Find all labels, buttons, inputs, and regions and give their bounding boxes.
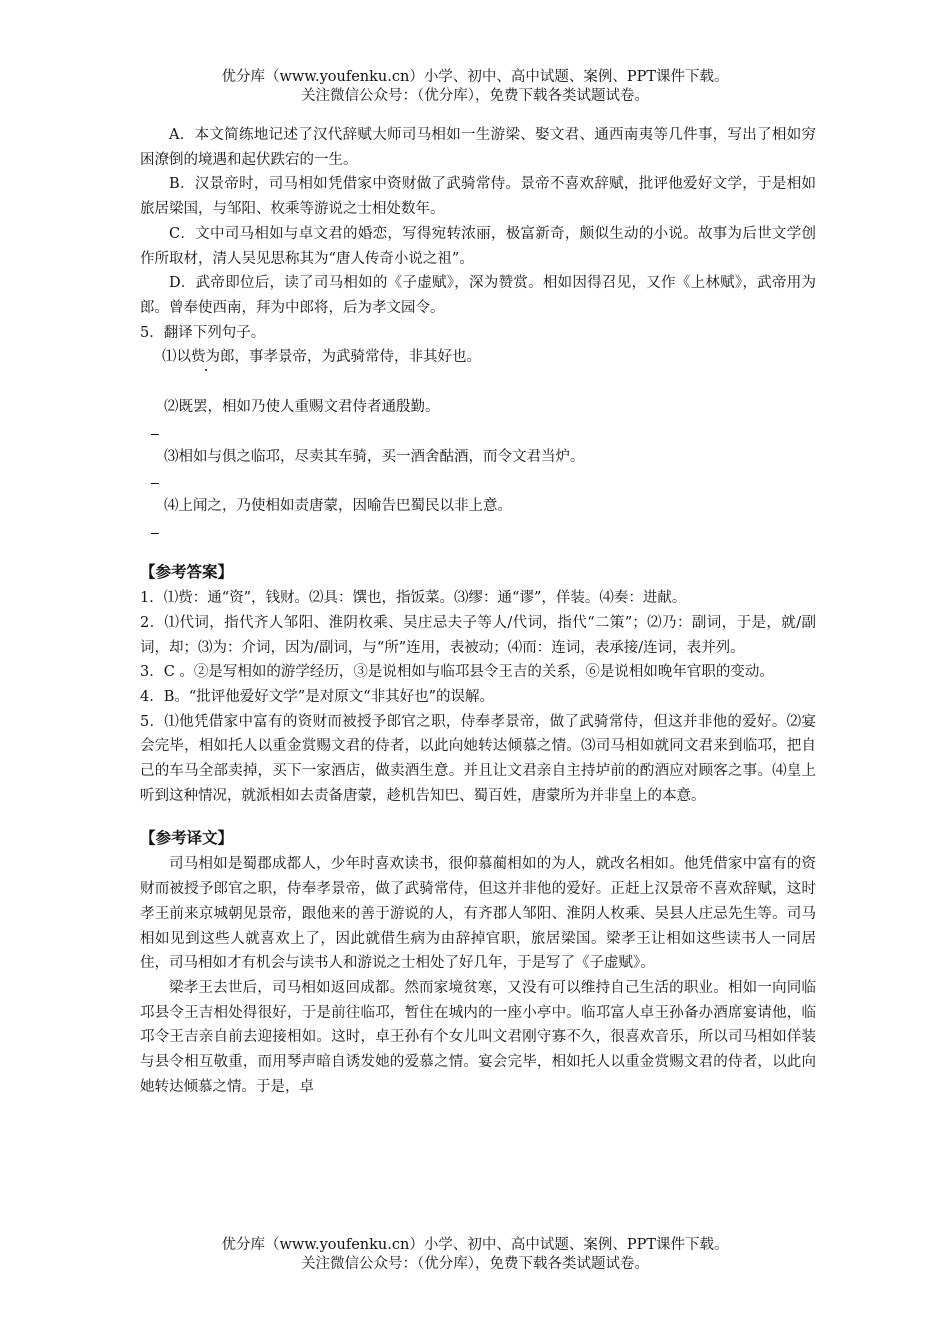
translation-paragraph-2: 梁孝王去世后，司马相如返回成都。然而家境贫寒，又没有可以维持自己生活的职业。相如一向同临邛县令王吉相处得很好，于是前往临邛，暂住在城内的一座小亭中。临邛富人卓王孙备办酒席宴请他，临邛令王吉亲自前去迎接相如。这时，卓王孙有个女儿叫文君刚守寡不久，很喜欢音乐，所以司马相如佯装与县令相互敬重，而用琴声暗自诱发她的爱慕之情。宴会完毕，相如托人以重金赏赐文君的侍者，以此向她转达倾慕之情。于是，卓 [140, 979, 816, 1095]
page-footer [0, 1236, 950, 1274]
option-d: D．武帝即位后，读了司马相如的《子虚赋》，深为赞赏。相如因得召见，又作《上林赋》，武帝用为郎。曾奉使西南，拜为中郎将，后为孝文园令。 [140, 275, 816, 316]
answer-line [140, 469, 816, 494]
page-header [0, 68, 950, 106]
answer-1: 1．⑴赀：通“资”，钱财。⑵具：馔也，指饭菜。⑶缪：通“谬”，佯装。⑷奏：进献。 [140, 590, 687, 607]
footer-line-2: 关注微信公众号：（优分库），免费下载各类试题试卷。 [301, 1256, 649, 1272]
q5-sentence-2: ⑵既罢，相如乃使人重赐文君侍者通殷勤。 [164, 399, 440, 416]
header-line-2: 关注微信公众号：（优分库），免费下载各类试题试卷。 [301, 88, 649, 104]
translation-heading: 【参考译文】 [140, 828, 234, 848]
answer-5: 5．⑴他凭借家中富有的资财而被授予郎官之职，侍奉孝景帝，做了武骑常侍，但这并非他的爱好。⑵宴会完毕，相如托人以重金赏赐文君的侍者，以此向她转达倾慕之情。⑶司马相如就同文君来到临邛，把自己的车马全部卖掉，买下一家酒店，做卖酒生意。并且让文君亲自主持垆前的酌酒应对顾客之事。⑷皇上听到这种情况，就派相如去责备唐蒙，趁机告知巴、蜀百姓，唐蒙所为并非皇上的本意。 [140, 713, 816, 804]
header-line-1: 优分库（www.youfenku.cn）小学、初中、高中试题、案例、PPT课件下载。 [221, 69, 729, 85]
q5-sentence-3: ⑶相如与俱之临邛，尽卖其车骑，买一酒舍酤酒，而令文君当炉。 [164, 448, 585, 465]
option-a: A．本文简练地记述了汉代辞赋大师司马相如一生游梁、娶文君、通西南夷等几件事，写出了相如穷困潦倒的境遇和起伏跌宕的一生。 [140, 127, 816, 168]
answer-blank [140, 370, 816, 395]
question-5-title: 5．翻译下列句子。 [140, 324, 266, 341]
q5-sentence-1: ⑴以赀为郎，事孝景帝，为武骑常侍，非其好也。 [162, 349, 481, 366]
q5-sentence-4: ⑷上闻之，乃使相如责唐蒙，因喻告巴蜀民以非上意。 [164, 498, 512, 515]
translation-paragraph-1: 司马相如是蜀郡成都人，少年时喜欢读书，很仰慕蔺相如的为人，就改名相如。他凭借家中富有的资财而被授予郎官之职，侍奉孝景帝，做了武骑常侍，但这并非他的爱好。正赶上汉景帝不喜欢辞赋，这时孝王前来京城朝见景帝，跟他来的善于游说的人，有齐郡人邹阳、淮阴人枚乘、吴县人庄忌先生等。司马相如见到这些人就喜欢上了，因此就借生病为由辞掉官职，旅居梁国。梁孝王让相如这些读书人一同居住，司马相如才有机会与读书人和游说之士相处了好几年，于是写了《子虚赋》。 [140, 856, 816, 972]
answer-3: 3．C 。②是写相如的游学经历，③是说相如与临邛县令王吉的关系，⑥是说相如晚年官职的变动。 [140, 664, 774, 681]
document-body [140, 123, 816, 1100]
option-b: B．汉景帝时，司马相如凭借家中资财做了武骑常侍。景帝不喜欢辞赋，批评他爱好文学，于是相如旅居梁国，与邹阳、枚乘等游说之士相处数年。 [140, 176, 816, 218]
answer-line [140, 420, 816, 445]
answers-heading: 【参考答案】 [140, 562, 234, 582]
answer-2: 2．⑴代词，指代齐人邹阳、淮阴枚乘、吴庄忌夫子等人/代词，指代“二策”；⑵乃：副词，于是，就/副词，却；⑶为：介词，因为/副词，与“所”连用，表被动；⑷而：连词，表承接/连词，表并列。 [140, 614, 816, 656]
emphasis-dot [205, 369, 207, 371]
option-c: C．文中司马相如与卓文君的婚恋，写得宛转浓丽，极富新奇，颇似生动的小说。故事为后世文学创作所取材，清人吴见思称其为“唐人传奇小说之祖”。 [140, 225, 816, 267]
answer-line [140, 519, 816, 544]
footer-line-1: 优分库（www.youfenku.cn）小学、初中、高中试题、案例、PPT课件下载。 [221, 1237, 729, 1253]
answer-4: 4．B。“批评他爱好文学”是对原文“非其好也”的误解。 [140, 688, 495, 705]
